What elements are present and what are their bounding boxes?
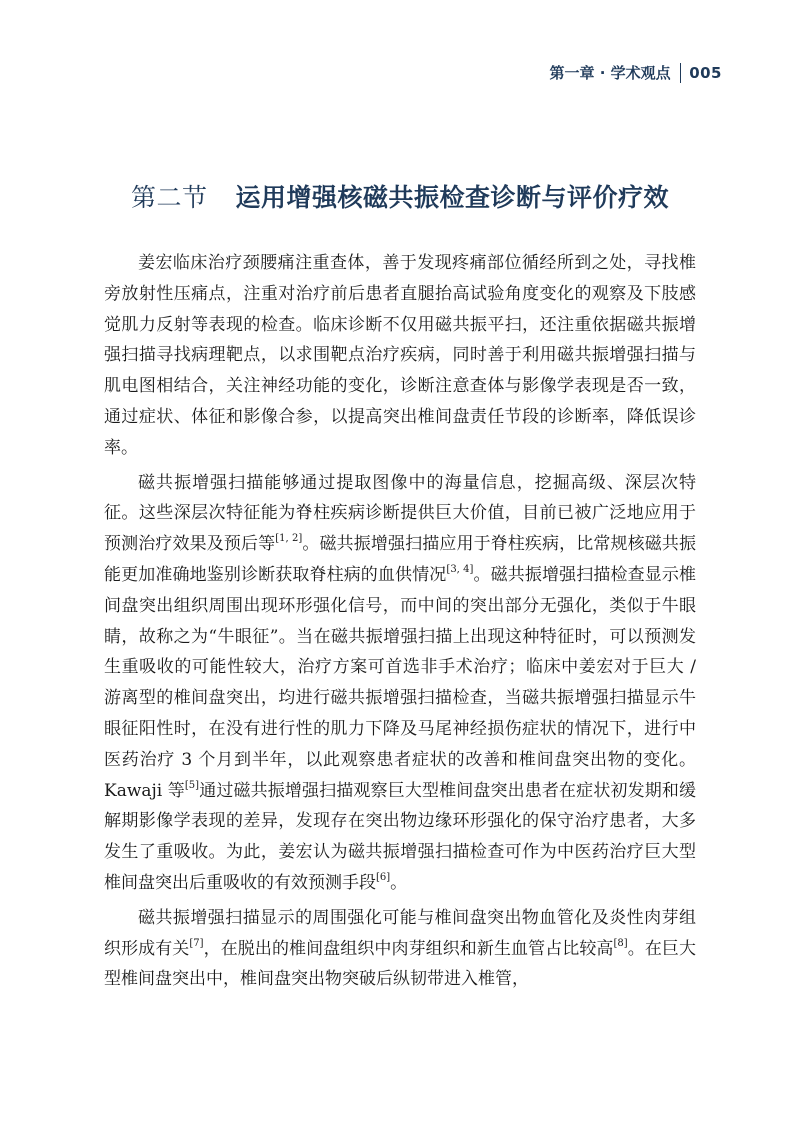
paragraph-text: 姜宏临床治疗颈腰痛注重查体，善于发现疼痛部位循经所到之处，寻找椎旁放射性压痛点，注重对治疗前后患者直腿抬高试验角度变化的观察及下肢感觉肌力反射等表现的检查。临床诊断不仅用磁共振平扫，还注重依据磁共振增强扫描寻找病理靶点，以求围靶点治疗疾病，同时善于利用磁共振增强扫描与肌电图相结合，关注神经功能的变化，诊断注意查体与影像学表现是否一致，通过症状、体征和影像合参，以提高突出椎间盘责任节段的诊断率，降低误诊率。 <box>104 253 696 458</box>
page-number: 005 <box>689 63 722 82</box>
paragraph-text: 。磁共振增强扫描应用于脊柱疾病，比常规核磁共振能更加准确地鉴别诊断获取脊柱病的血供情况 <box>104 534 697 585</box>
paragraph-text: 磁共振增强扫描显示的周围强化可能与椎间盘突出物血管化及炎性肉芽组织形成有关 <box>104 907 696 959</box>
paragraph-text: ，在脱出的椎间盘组织中肉芽组织和新生血管占比较高 <box>203 938 614 959</box>
section-number: 第二节 <box>130 183 208 212</box>
citation-ref: [8] <box>613 937 628 949</box>
paragraph-text: 。 <box>390 872 408 893</box>
paragraph-text: 通过磁共振增强扫描观察巨大型椎间盘突出患者在症状初发期和缓解期影像学表现的差异，发现存在突出物边缘环形强化的保守治疗患者，大多发生了重吸收。为此，姜宏认为磁共振增强扫描检查可作为中医药治疗巨大型椎间盘突出后重吸收的有效预测手段 <box>104 780 696 893</box>
paragraph-text: 。磁共振增强扫描检查显示椎间盘突出组织周围出现环形强化信号，而中间的突出部分无强化，类似于牛眼睛，故称之为“牛眼征”。当在磁共振增强扫描上出现这种特征时，可以预测发生重吸收的可能性较大，治疗方案可首选非手术治疗；临床中姜宏对于巨大 / 游离型的椎间盘突出，均进行磁共振增强扫描检查，当磁共振增强扫描显示牛眼征阳性时，在没有进行性的肌力下降及马尾神经损伤症状的情况下，进行中医药治疗 3 个月到半年，以此观察患者症状的改善和椎间盘突出物的变化。Kawaji 等 <box>104 564 697 801</box>
citation-ref: [1, 2] <box>275 533 303 545</box>
paragraph-text: 磁共振增强扫描能够通过提取图像中的海量信息，挖掘高级、深层次特征。这些深层次特征能为脊柱疾病诊断提供巨大价值，目前已被广泛地应用于预测治疗效果及预后等 <box>104 472 696 555</box>
chapter-label: 第一章 · 学术观点 <box>549 64 671 82</box>
paragraph-2 <box>104 468 696 899</box>
running-header <box>550 62 722 83</box>
citation-ref: [6] <box>376 871 391 883</box>
section-heading <box>0 178 800 214</box>
paragraph-text: 。在巨大型椎间盘突出中，椎间盘突出物突破后纵韧带进入椎管， <box>104 938 696 990</box>
citation-ref: [5] <box>184 779 200 791</box>
body-text <box>104 248 696 999</box>
section-title: 运用增强核磁共振检查诊断与评价疗效 <box>235 183 670 212</box>
header-divider <box>680 63 682 83</box>
paragraph-1 <box>104 248 696 464</box>
citation-ref: [7] <box>189 937 204 949</box>
paragraph-3 <box>104 903 696 995</box>
citation-ref: [3, 4] <box>446 563 474 575</box>
